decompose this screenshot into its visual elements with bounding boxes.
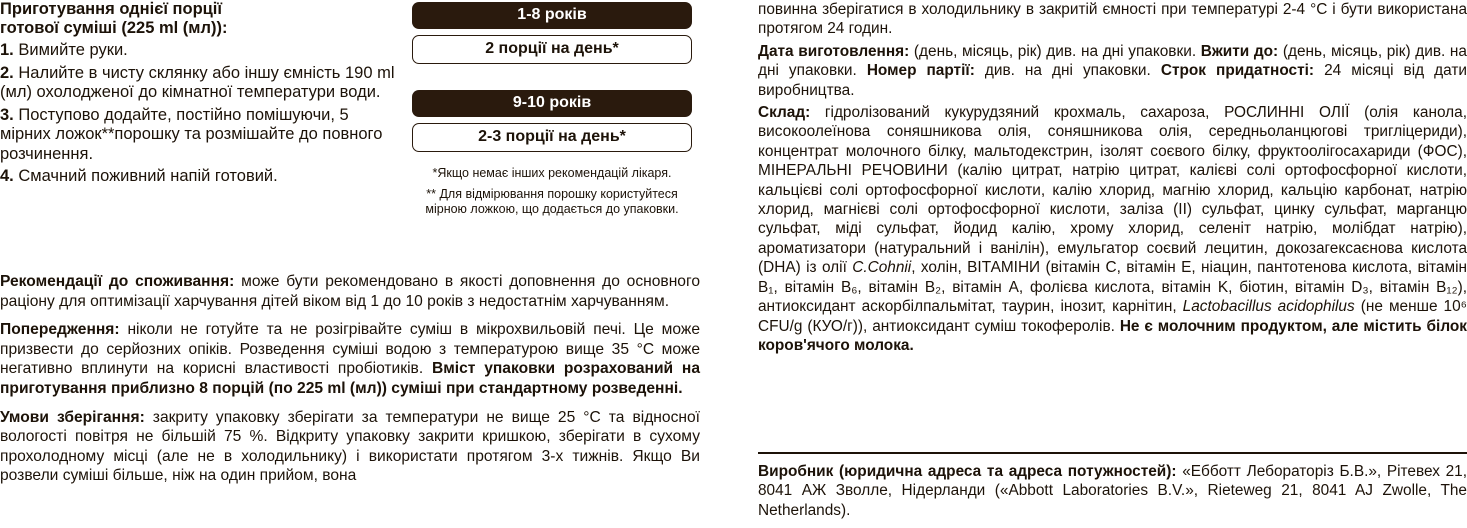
composition-text-part2: , холін, ВІТАМІНИ (вітамін С, вітамін Е, ніацин, пантотенова кислота, вітамін B₁, вітамін B₆, вітамін B₂, вітамін А, фолієва кислота, вітамін K, біотин, вітамін D₃, вітамін B₁₂), антиоксидант аскорбілпальмітат, таурин, інозит, карнітин, [758, 259, 1467, 316]
recommendations-paragraph [0, 272, 700, 311]
continuation-paragraph [758, 0, 1467, 39]
left-text-sections [0, 272, 700, 495]
preparation-title-line2: готової суміші (225 ml (мл)): [0, 19, 228, 37]
composition-italic-lactobacillus: Lactobacillus acidophilus [1182, 298, 1355, 316]
preparation-step [0, 167, 400, 187]
dose-group-2: 2-3 порції на день* [412, 123, 692, 152]
storage-label: Умови зберігання: [0, 408, 145, 426]
recommendations-text: може бути рекомендовано в якості доповнення до основного раціону для оптимізації харчування дітей віком від 1 до 10 років з недостатнім харчуванням. [0, 273, 700, 310]
preparation-step-text: Вимийте руки. [18, 41, 128, 59]
preparation-step-number: 2. [0, 63, 14, 82]
preparation-title [0, 0, 400, 38]
preparation-step-text: Смачний поживний напій готовий. [18, 167, 278, 185]
manufacture-date-text: (день, місяць, рік) див. на дні упаковки. [909, 42, 1201, 60]
horizontal-divider [758, 452, 1467, 454]
preparation-step-text: Налийте в чисту склянку або іншу ємність 190 ml (мл) охолодженої до кімнатної температури води. [0, 63, 395, 101]
storage-paragraph [0, 408, 700, 486]
preparation-step [0, 41, 400, 61]
left-column [0, 0, 700, 528]
age-group-2-badge: 9-10 років [412, 90, 692, 117]
warning-text: ніколи не готуйте та не розігрівайте суміш в мікрохвильовій печі. Це може призвести до серйозних опіків. Розведення суміші водою з температурою вище 35 °C може негативно вплинути на корисні властивості пробіотиків. [0, 321, 700, 378]
preparation-step-number: 3. [0, 105, 14, 124]
manufacturer-block [758, 452, 1467, 520]
preparation-step-number: 1. [0, 41, 14, 59]
preparation-title-line1: Приготування однієї порції [0, 0, 223, 18]
footnote-double-asterisk: ** Для відмірювання порошку користуйтеся мірною ложкою, що додається до упаковки. [425, 187, 679, 216]
manufacturer-label: Виробник (юридична адреса та адреса потужностей): [758, 463, 1177, 480]
shelf-life-text: 24 місяці від дати виробництва. [758, 62, 1467, 99]
right-column [758, 0, 1467, 528]
footnote-asterisk: *Якщо немає інших рекомендацій лікаря. [432, 166, 672, 180]
manufacture-date-label: Дата виготовлення: [758, 42, 910, 60]
use-by-text: (день, місяць, рік) див. на дні упаковки. [758, 42, 1467, 80]
manufacturer-text: «Ебботт Лебораторіз Б.В.», Рітевех 21, 8041 АЖ Зволле, Нідерланди («Abbott Laboratories B.V.», Rieteweg 21, 8041 AJ Zwolle, The Netherlands). [758, 463, 1467, 519]
composition-label: Склад: [758, 104, 811, 122]
recommendations-label: Рекомендації до споживання: [0, 273, 235, 290]
composition-italic-cohnii: C.Cohnii [852, 259, 912, 277]
dosing-block [412, 2, 692, 217]
right-text-sections [758, 0, 1467, 358]
shelf-life-label: Строк придатності: [1160, 62, 1315, 80]
composition-text-part3: (не менше 10⁶ CFU/g (КУО/г)), антиоксидант суміш токоферолів. [758, 298, 1467, 335]
composition-text-part1: гідролізований кукурудзяний крохмаль, сахароза, РОСЛИННІ ОЛІЇ (олія канола, високоолеїнова соняшникова олія, соняшникова олія, середньоланцюгові тригліцериди), концентрат молочного білку, мальтодекстрин, ізолят соєвого білку, фруктоолігосахариди (ФОС), МІНЕРАЛЬНІ РЕЧОВИНИ (калію цитрат, натрію цитрат, калієві солі ортофосфорної кислоти, кальцієві солі ортофосфорної кислоти, калію хлорид, магнію хлорид, кальцію карбонат, натрію хлорид, магнієві солі ортофосфорної кислоти, заліза (II) сульфат, цинку сульфат, марганцю сульфат, міді сульфат, йодид калію, хрому хлорид, селеніт натрію, молібдат натрію), ароматизатори (натуральний і ванілін), емульгатор соєвий лецитин, докозагексаєнова кислота (DHA) із олії [758, 104, 1467, 277]
preparation-step [0, 64, 400, 103]
age-group-1-badge: 1-8 років [412, 2, 692, 29]
batch-number-text: див. на дні упаковки. [974, 62, 1161, 80]
composition-not-dairy-note: Не є молочним продуктом, але містить білок коров'ячого молока. [758, 317, 1467, 354]
preparation-block [0, 0, 400, 187]
warning-label: Попередження: [0, 321, 120, 339]
dosing-spacer [412, 64, 692, 90]
warning-paragraph [0, 320, 700, 398]
preparation-step-text: Поступово додайте, постійно помішуючи, 5 мірних ложок**порошку та розмішайте до повного розчинення. [0, 105, 383, 163]
dose-group-1: 2 порції на день* [412, 35, 692, 64]
batch-number-label: Номер партії: [866, 62, 975, 80]
use-by-label: Вжити до: [1200, 42, 1279, 60]
dates-paragraph [758, 42, 1467, 100]
continuation-text: повинна зберігатися в холодильнику в закритій ємності при температурі 2-4 °C і бути використана протягом 24 годин. [758, 1, 1467, 38]
dosing-footnotes [412, 166, 692, 217]
composition-paragraph [758, 103, 1467, 355]
preparation-step-number: 4. [0, 167, 14, 185]
warning-bold-text: Вміст упаковки розрахований на приготування приблизно 8 порцій (по 225 ml (мл)) суміші при стандартному розведенні. [0, 360, 700, 397]
manufacturer-paragraph [758, 462, 1467, 520]
storage-text: закриту упаковку зберігати за температури не вище 25 °C та відносної вологості повітря не більшій 75 %. Відкриту упаковку закрити кришкою, зберігати в сухому прохолодному місці (але не в холодильнику) і використати протягом 3-х тижнів. Якщо Ви розвели суміші більше, ніж на один прийом, вона [0, 408, 700, 485]
preparation-step [0, 106, 400, 165]
